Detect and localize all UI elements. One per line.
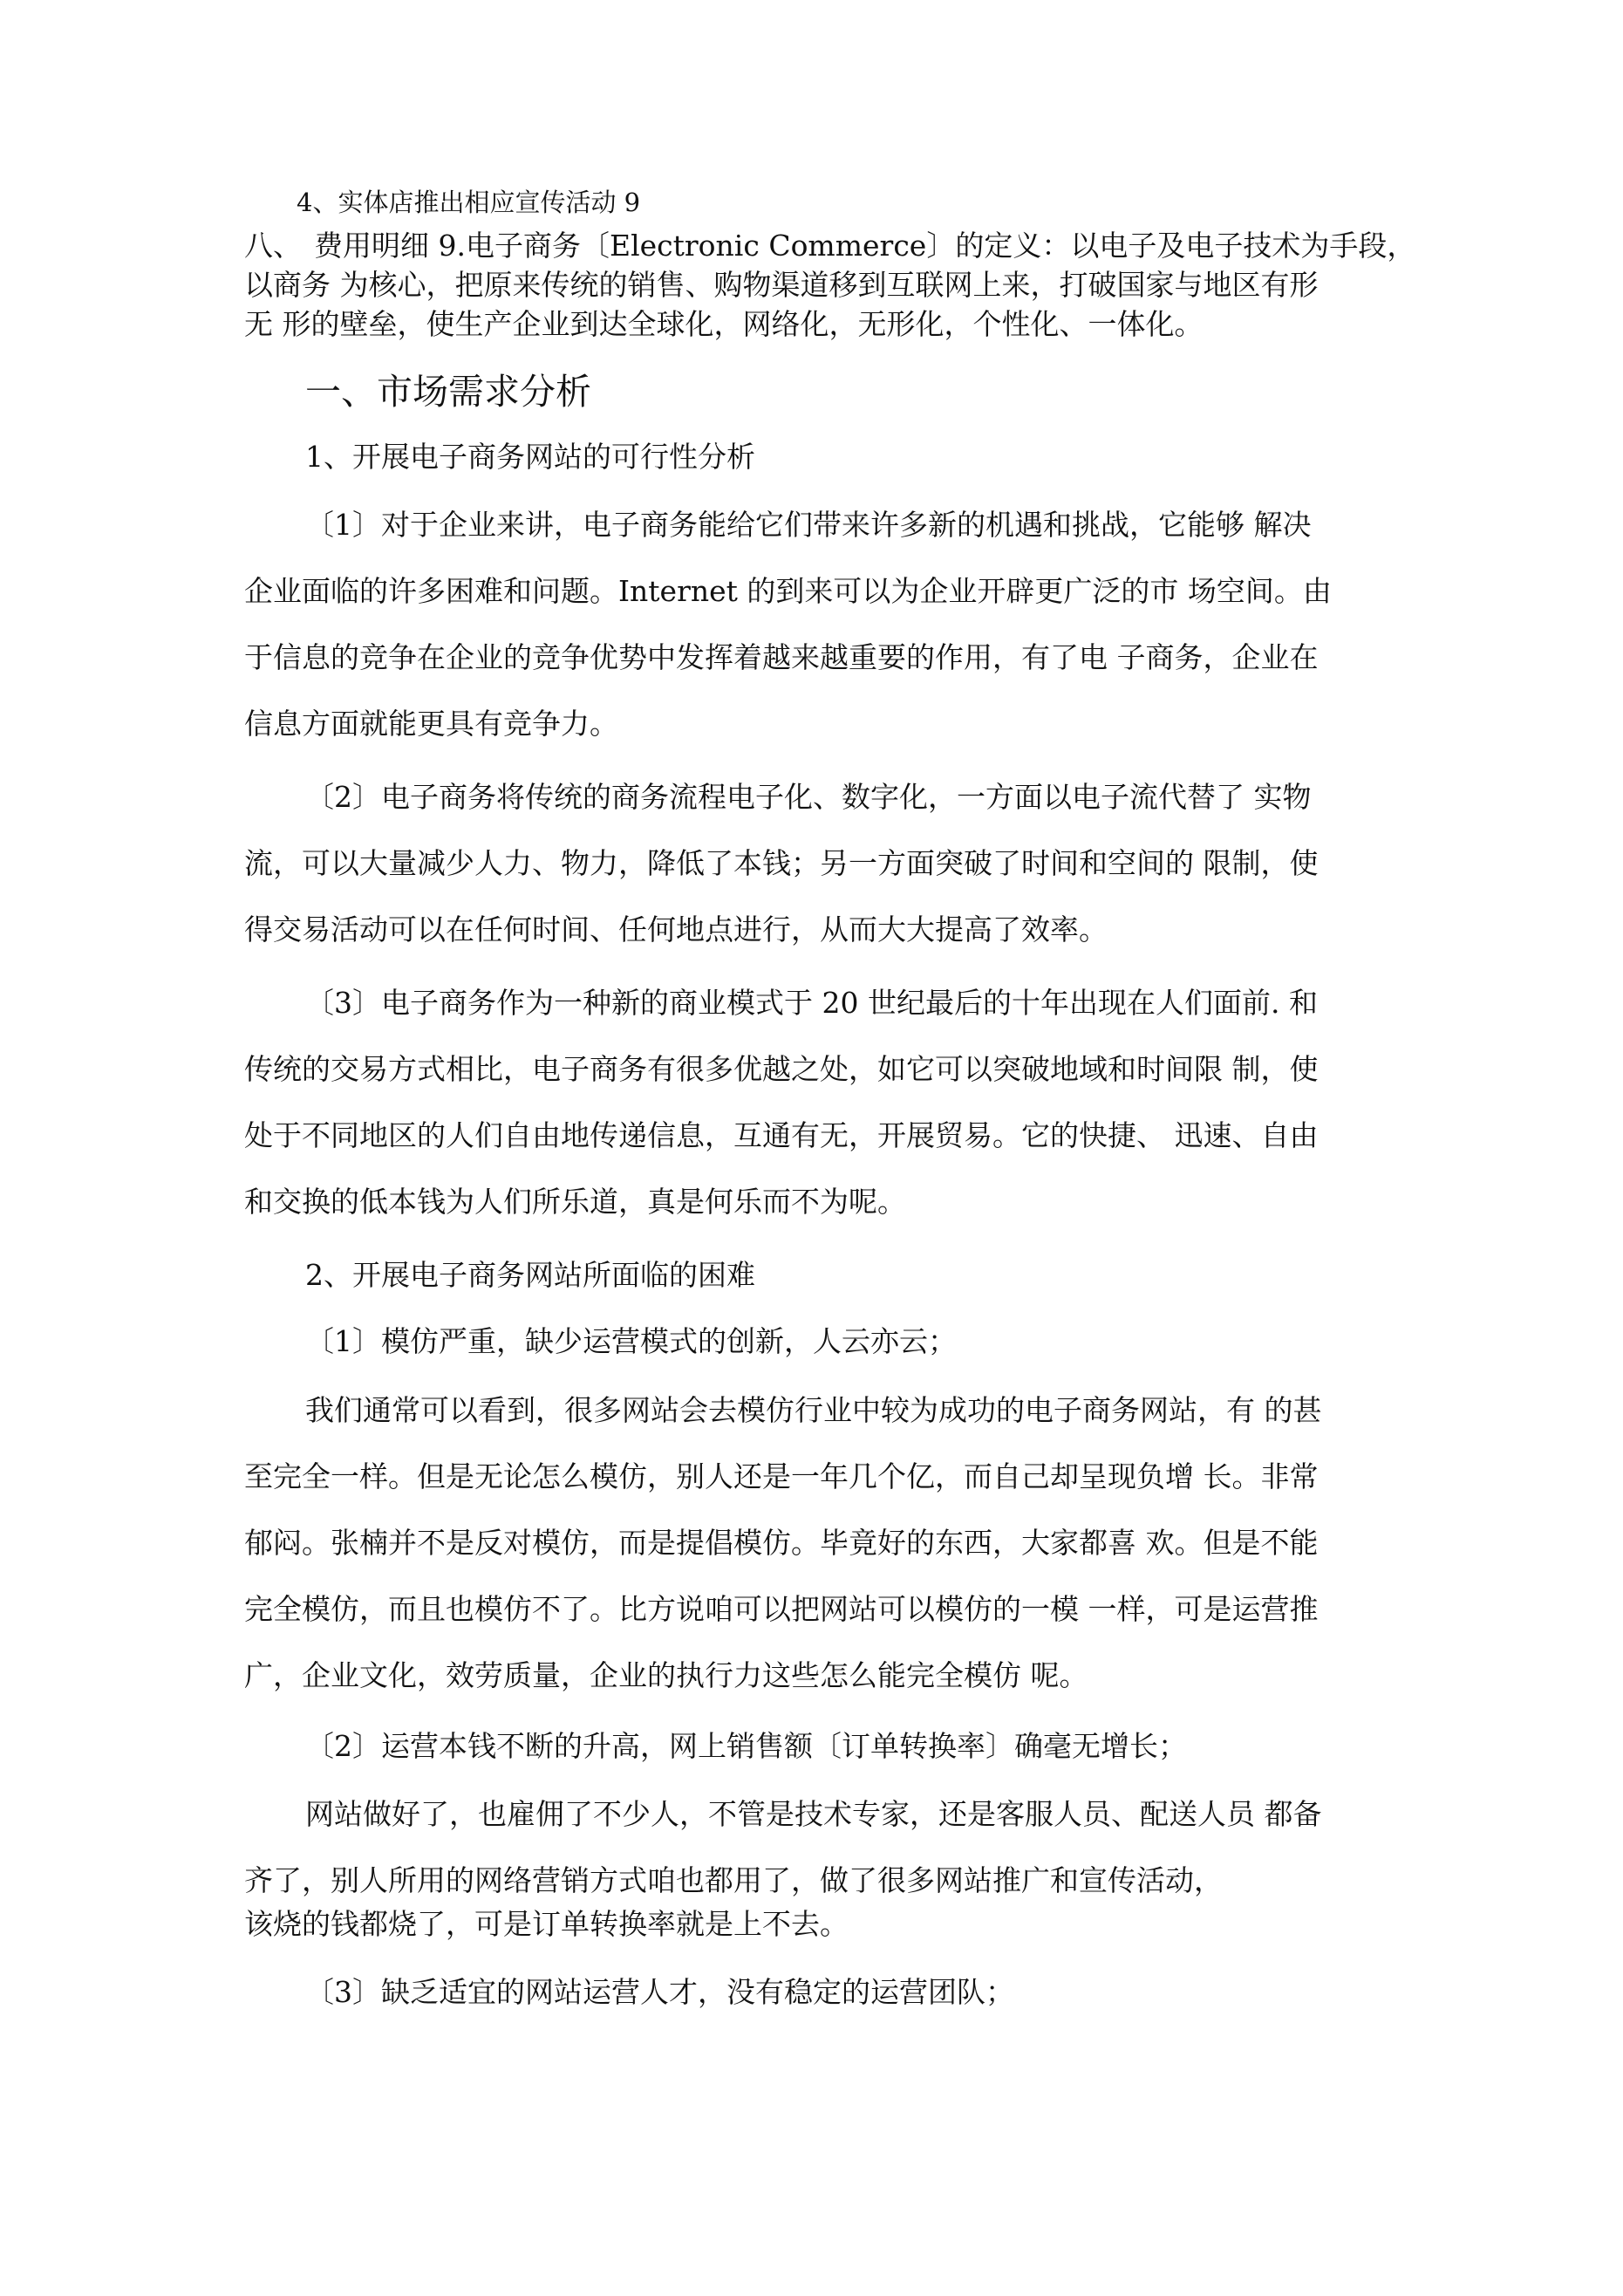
list-point: 〔2〕运营本钱不断的升高，网上销售额〔订单转换率〕确毫无增长； [305, 1729, 1187, 1763]
paragraph-line: 于信息的竞争在企业的竞争优势中发挥着越来越重要的作用，有了电 子商务，企业在 [244, 640, 1319, 674]
definition-line: 费用明细 9.电子商务〔Electronic Commerce〕的定义：以电子及电子技术为手段， [314, 229, 1416, 263]
paragraph-line: 至完全一样。但是无论怎么模仿，别人还是一年几个亿，而自己却呈现负增 长。非常 [244, 1459, 1319, 1493]
paragraph-line: 信息方面就能更具有竞争力。 [244, 707, 618, 741]
paragraph-line: 流，可以大量减少人力、物力，降低了本钱；另一方面突破了时间和空间的 限制，使 [244, 846, 1319, 880]
subheading: 1、开展电子商务网站的可行性分析 [305, 440, 755, 474]
paragraph-line: 该烧的钱都烧了，可是订单转换率就是上不去。 [244, 1907, 849, 1941]
toc-line: 4、实体店推出相应宣传活动 9 [297, 188, 641, 217]
paragraph-line: 广，企业文化，效劳质量，企业的执行力这些怎么能完全模仿 呢。 [244, 1658, 1088, 1692]
paragraph-line: 〔3〕电子商务作为一种新的商业模式于 20 世纪最后的十年出现在人们面前. 和 [305, 986, 1318, 1020]
paragraph-line: 郁闷。张楠并不是反对模仿，而是提倡模仿。毕竟好的东西，大家都喜 欢。但是不能 [244, 1526, 1319, 1560]
section-heading: 一、市场需求分析 [305, 371, 591, 413]
paragraph-line: 和交换的低本钱为人们所乐道，真是何乐而不为呢。 [244, 1185, 906, 1219]
subheading: 2、开展电子商务网站所面临的困难 [305, 1258, 755, 1292]
definition-line: 无 形的壁垒，使生产企业到达全球化，网络化，无形化，个性化、一体化。 [244, 307, 1204, 341]
paragraph-line: 完全模仿，而且也模仿不了。比方说咱可以把网站可以模仿的一模 一样，可是运营推 [244, 1592, 1319, 1626]
toc-line-prefix: 八、 [244, 229, 302, 263]
paragraph-line: 传统的交易方式相比，电子商务有很多优越之处，如它可以突破地域和时间限 制，使 [244, 1052, 1319, 1086]
paragraph-line: 齐了，别人所用的网络营销方式咱也都用了，做了很多网站推广和宣传活动， [244, 1863, 1223, 1897]
paragraph-line: 〔1〕对于企业来讲，电子商务能给它们带来许多新的机遇和挑战，它能够 解决 [305, 508, 1312, 542]
list-point: 〔3〕缺乏适宜的网站运营人才，没有稳定的运营团队； [305, 1975, 1014, 2009]
paragraph-line: 企业面临的许多困难和问题。Internet 的到来可以为企业开辟更广泛的市 场空间。由 [244, 574, 1332, 608]
paragraph-line: 〔2〕电子商务将传统的商务流程电子化、数字化，一方面以电子流代替了 实物 [305, 780, 1312, 814]
paragraph-line: 网站做好了，也雇佣了不少人，不管是技术专家，还是客服人员、配送人员 都备 [305, 1797, 1322, 1831]
definition-line: 以商务 为核心，把原来传统的销售、购物渠道移到互联网上来，打破国家与地区有形 [244, 268, 1319, 302]
paragraph-line: 得交易活动可以在任何时间、任何地点进行，从而大大提高了效率。 [244, 912, 1108, 946]
paragraph-line: 我们通常可以看到，很多网站会去模仿行业中较为成功的电子商务网站，有 的甚 [305, 1393, 1322, 1427]
paragraph-line: 处于不同地区的人们自由地传递信息，互通有无，开展贸易。它的快捷、 迅速、自由 [244, 1118, 1319, 1152]
list-point: 〔1〕模仿严重，缺少运营模式的创新，人云亦云； [305, 1324, 957, 1358]
